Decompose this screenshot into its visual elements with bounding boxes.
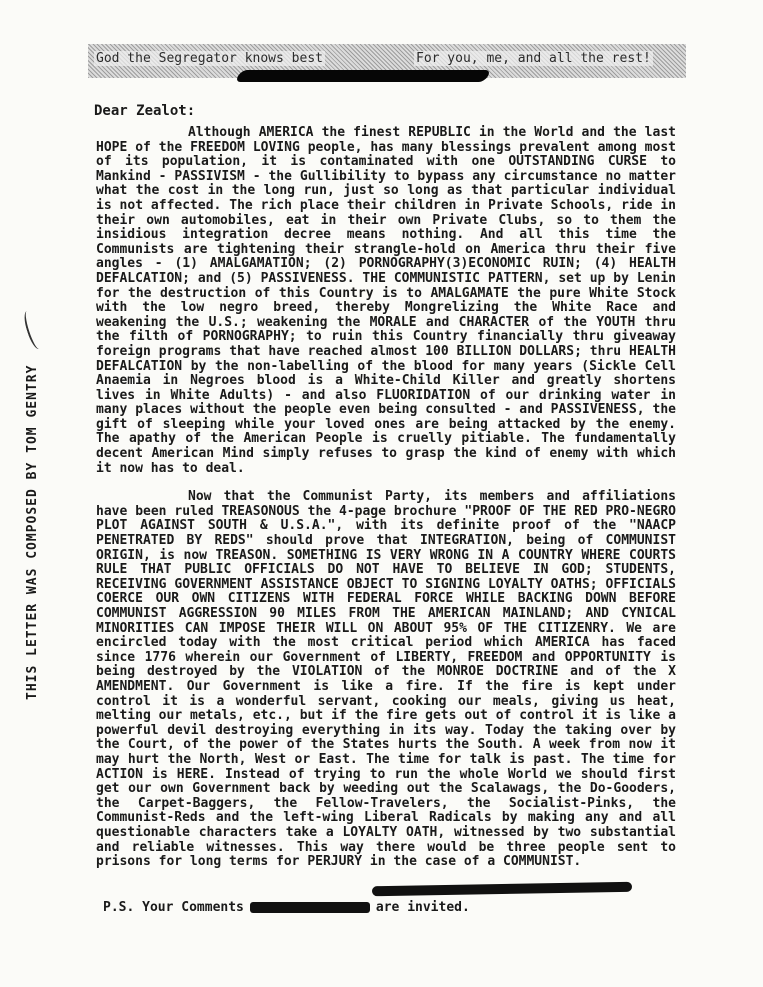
postscript-after: are invited. (375, 900, 470, 915)
postscript-redaction (250, 902, 370, 913)
margin-note-text: THIS LETTER WAS COMPOSED BY TOM GENTRY (25, 364, 40, 700)
letter-body (96, 126, 676, 870)
paragraph-2: Now that the Communist Party, its members and affiliations have been ruled TREASONOUS the 4-page brochure "PROOF OF THE RED PRO-NEGRO PLOT AGAINST SOUTH & U.S.A.", with its definite proof of the "NAACP PENETRATED BY REDS" should prove that INTEGRATION, being of COMMUNIST ORIGIN, is now TREASON. SOMETHING IS VERY WRONG IN A COUNTRY WHERE COURTS RULE THAT PUBLIC OFFICIALS DO NOT HAVE TO BELIEVE IN GOD; STUDENTS, RECEIVING GOVERNMENT ASSISTANCE OBJECT TO SIGNING LOYALTY OATHS; OFFICIALS COERCE OUR OWN CITIZENS WITH FEDERAL FORCE WHILE BACKING DOWN BEFORE COMMUNIST AGGRESSION 90 MILES FROM THE AMERICAN MAINLAND; AND CYNICAL MINORITIES CAN IMPOSE THEIR WILL ON ABOUT 95% OF THE CITIZENRY. We are encircled today with the most critical period which AMERICA has faced since 1776 wherein our Government of LIBERTY, FREEDOM and OPPORTUNITY is being destroyed by the VIOLATION of the MONROE DOCTRINE and of the X AMENDMENT. Our Government is like a fire. If the fire is kept under control it is a wonderful servant, cooking our meals, giving us heat, melting our metals, etc., but if the fire gets out of control it is like a powerful devil destroying everything in its way. Today the taking over by the Court, of the power of the States hurts the South. A week from now it may hurt the North, West or East. The time for talk is past. The time for ACTION is HERE. Instead of trying to run the whole World we should first get our own Government back by weeding out the Scalawags, the Do-Gooders, the Carpet-Baggers, the Fellow-Travelers, the Socialist-Pinks, the Communist-Reds and the left-wing Liberal Radicals by making any and all questionable characters take a LOYALTY OATH, witnessed by two substantial and reliable witnesses. This way there would be three people sent to prisons for long terms for PERJURY in the case of a COMMUNIST. (96, 489, 676, 870)
postscript-before: P.S. Your Comments (103, 900, 244, 915)
signature-redaction (372, 882, 632, 897)
header-left-text: God the Segregator knows best (96, 51, 323, 66)
header-right-text: For you, me, and all the rest! (416, 51, 651, 66)
pen-mark (21, 309, 45, 351)
salutation: Dear Zealot: (94, 103, 196, 119)
paragraph-1: Although AMERICA the finest REPUBLIC in the World and the last HOPE of the FREEDOM LOVING people, has many blessings prevalent among most of its population, it is contaminated with one OUTSTANDING CURSE to Mankind - PASSIVISM - the Gullibility to bypass any circumstance no matter what the cost in the long run, just so long as that particular individual is not affected. The rich place their children in Private Schools, ride in their own automobiles, eat in their own Private Clubs, so to them the insidious integration decree means nothing. And all this time the Communists are tightening their strangle-hold on America thru their five angles - (1) AMALGAMATION; (2) PORNOGRAPHY(3)ECONOMIC RUIN; (4) HEALTH DEFALCATION; and (5) PASSIVENESS. THE COMMUNISTIC PATTERN, set up by Lenin for the destruction of this Country is to AMALGAMATE the pure White Stock with the low negro breed, thereby Mongrelizing the White Race and weakening the U.S.; weakening the MORALE and CHARACTER of the YOUTH thru the filth of PORNOGRAPHY; to ruin this Country financially thru giveaway foreign programs that have reached almost 100 BILLION DOLLARS; thru HEALTH DEFALCATION by the non-labelling of the blood for many years (Sickle Cell Anaemia in Negroes blood is a White-Child Killer and greatly shortens lives in White Adults) - and also FLUORIDATION of our drinking water in many places without the people even being consulted - and PASSIVENESS, the gift of sleeping while your loved ones are being attacked by the enemy. The apathy of the American People is cruelly pitiable. The fundamentally decent American Mind simply refuses to grasp the kind of enemy with which it now has to deal. (96, 125, 676, 476)
margin-note (25, 360, 41, 700)
postscript (103, 900, 470, 915)
